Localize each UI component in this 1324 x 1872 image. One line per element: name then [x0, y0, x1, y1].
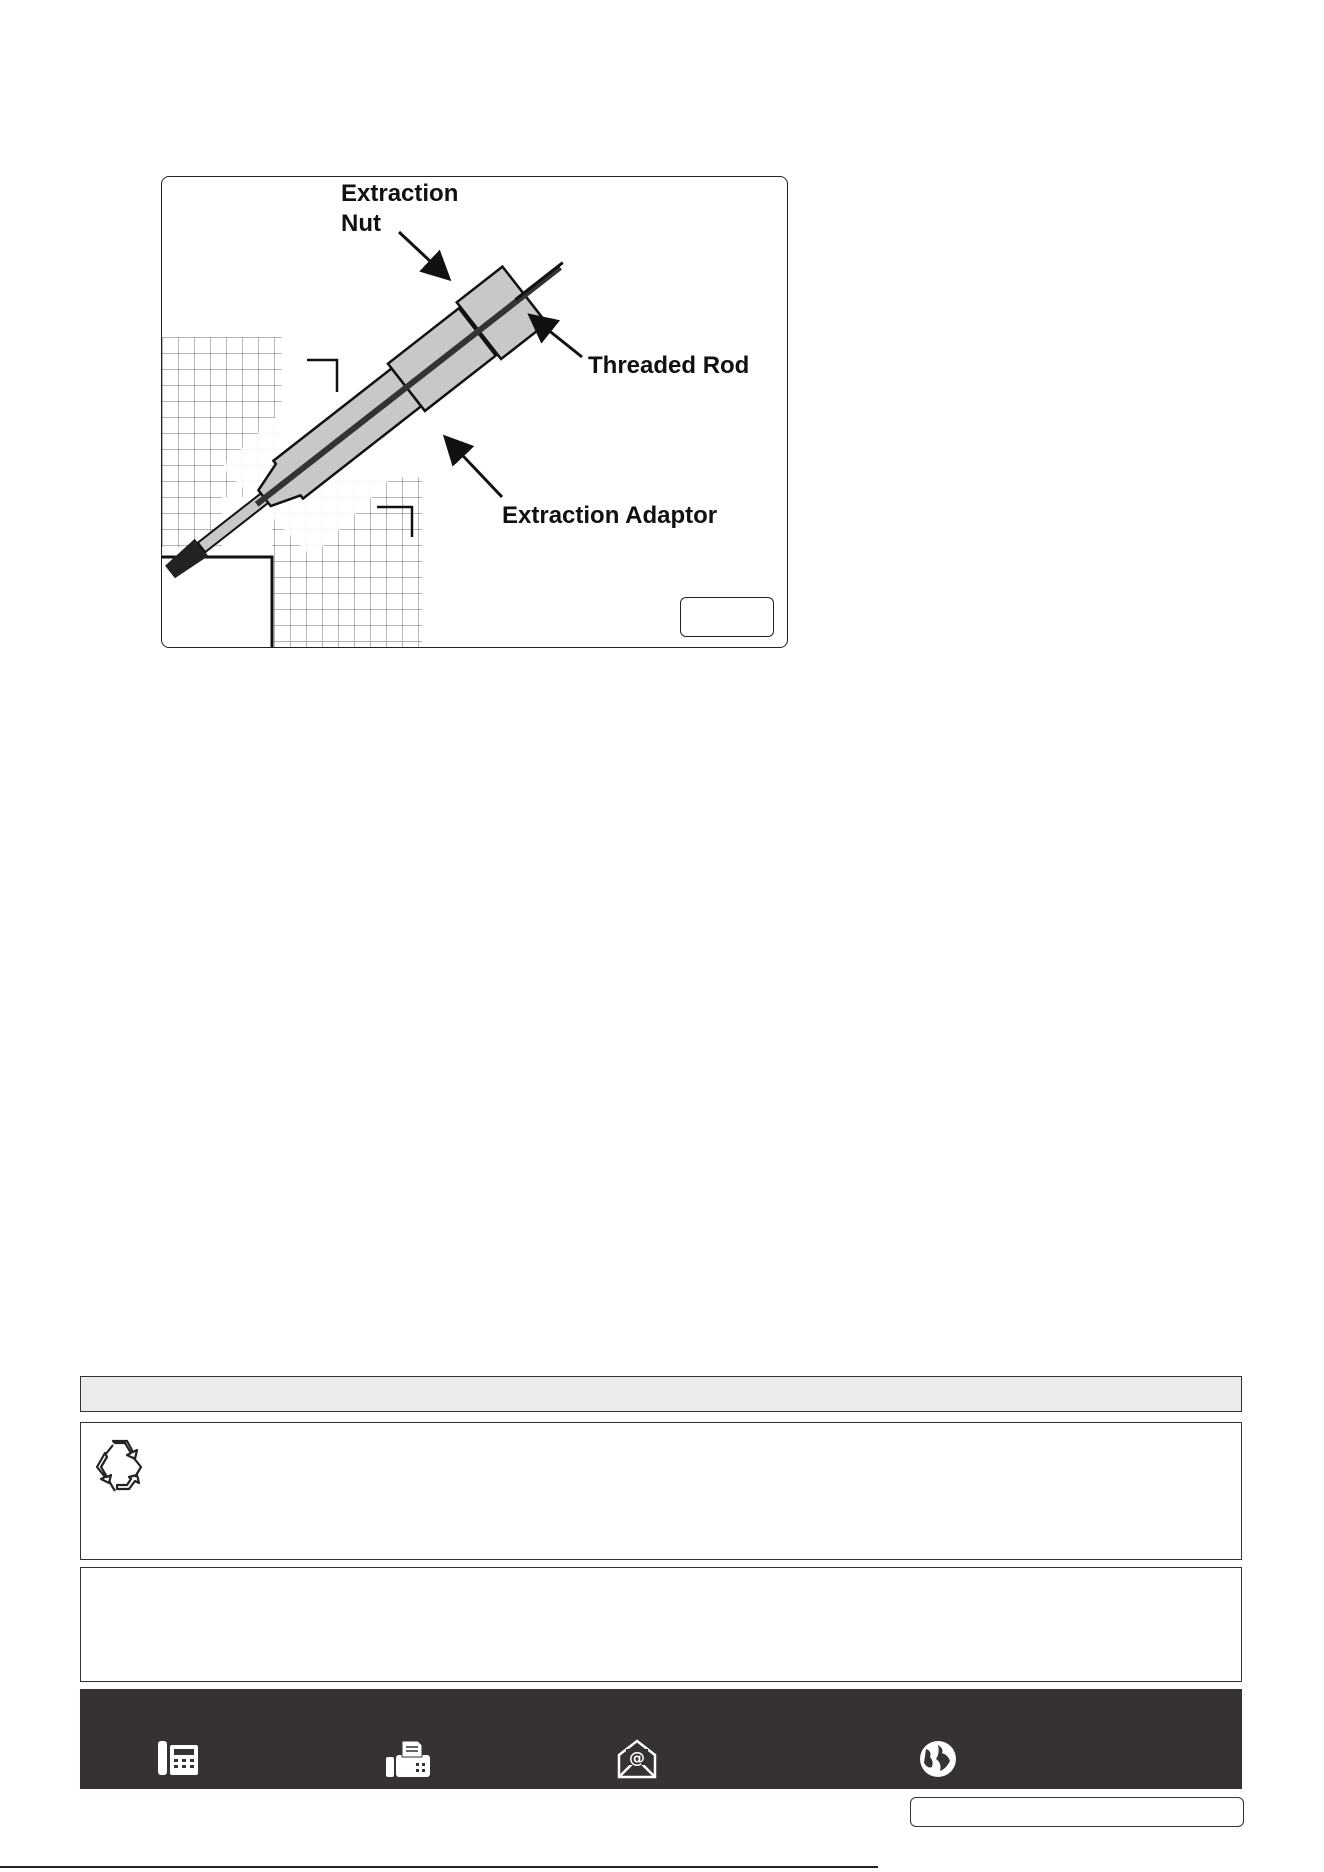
label-extraction-adaptor: Extraction Adaptor: [502, 502, 718, 529]
extraction-tool-illustration: [162, 177, 787, 647]
arrow-extraction-adaptor: [447, 439, 502, 497]
label-threaded-rod: Threaded Rod: [588, 352, 750, 379]
footer-rule: [0, 1866, 878, 1868]
fax-icon: [386, 1739, 430, 1779]
label-extraction-nut-line2: Nut: [341, 210, 381, 237]
email-icon: [617, 1739, 657, 1779]
label-extraction-nut-line1: Extraction: [341, 180, 459, 207]
phone-icon: [158, 1739, 198, 1777]
recycle-icon: [93, 1437, 155, 1499]
svg-text:@: @: [629, 1748, 645, 1767]
arrow-threaded-rod: [532, 317, 582, 357]
environment-protection-box: [80, 1422, 1242, 1560]
section-heading-bar: [80, 1376, 1242, 1412]
globe-icon: [918, 1739, 958, 1779]
figure-number-box: [680, 597, 774, 637]
arrow-extraction-nut: [399, 232, 447, 277]
information-box: [80, 1567, 1242, 1682]
document-reference-box: [910, 1797, 1244, 1827]
contact-bar: [80, 1689, 1242, 1789]
figure-panel: [161, 176, 788, 648]
